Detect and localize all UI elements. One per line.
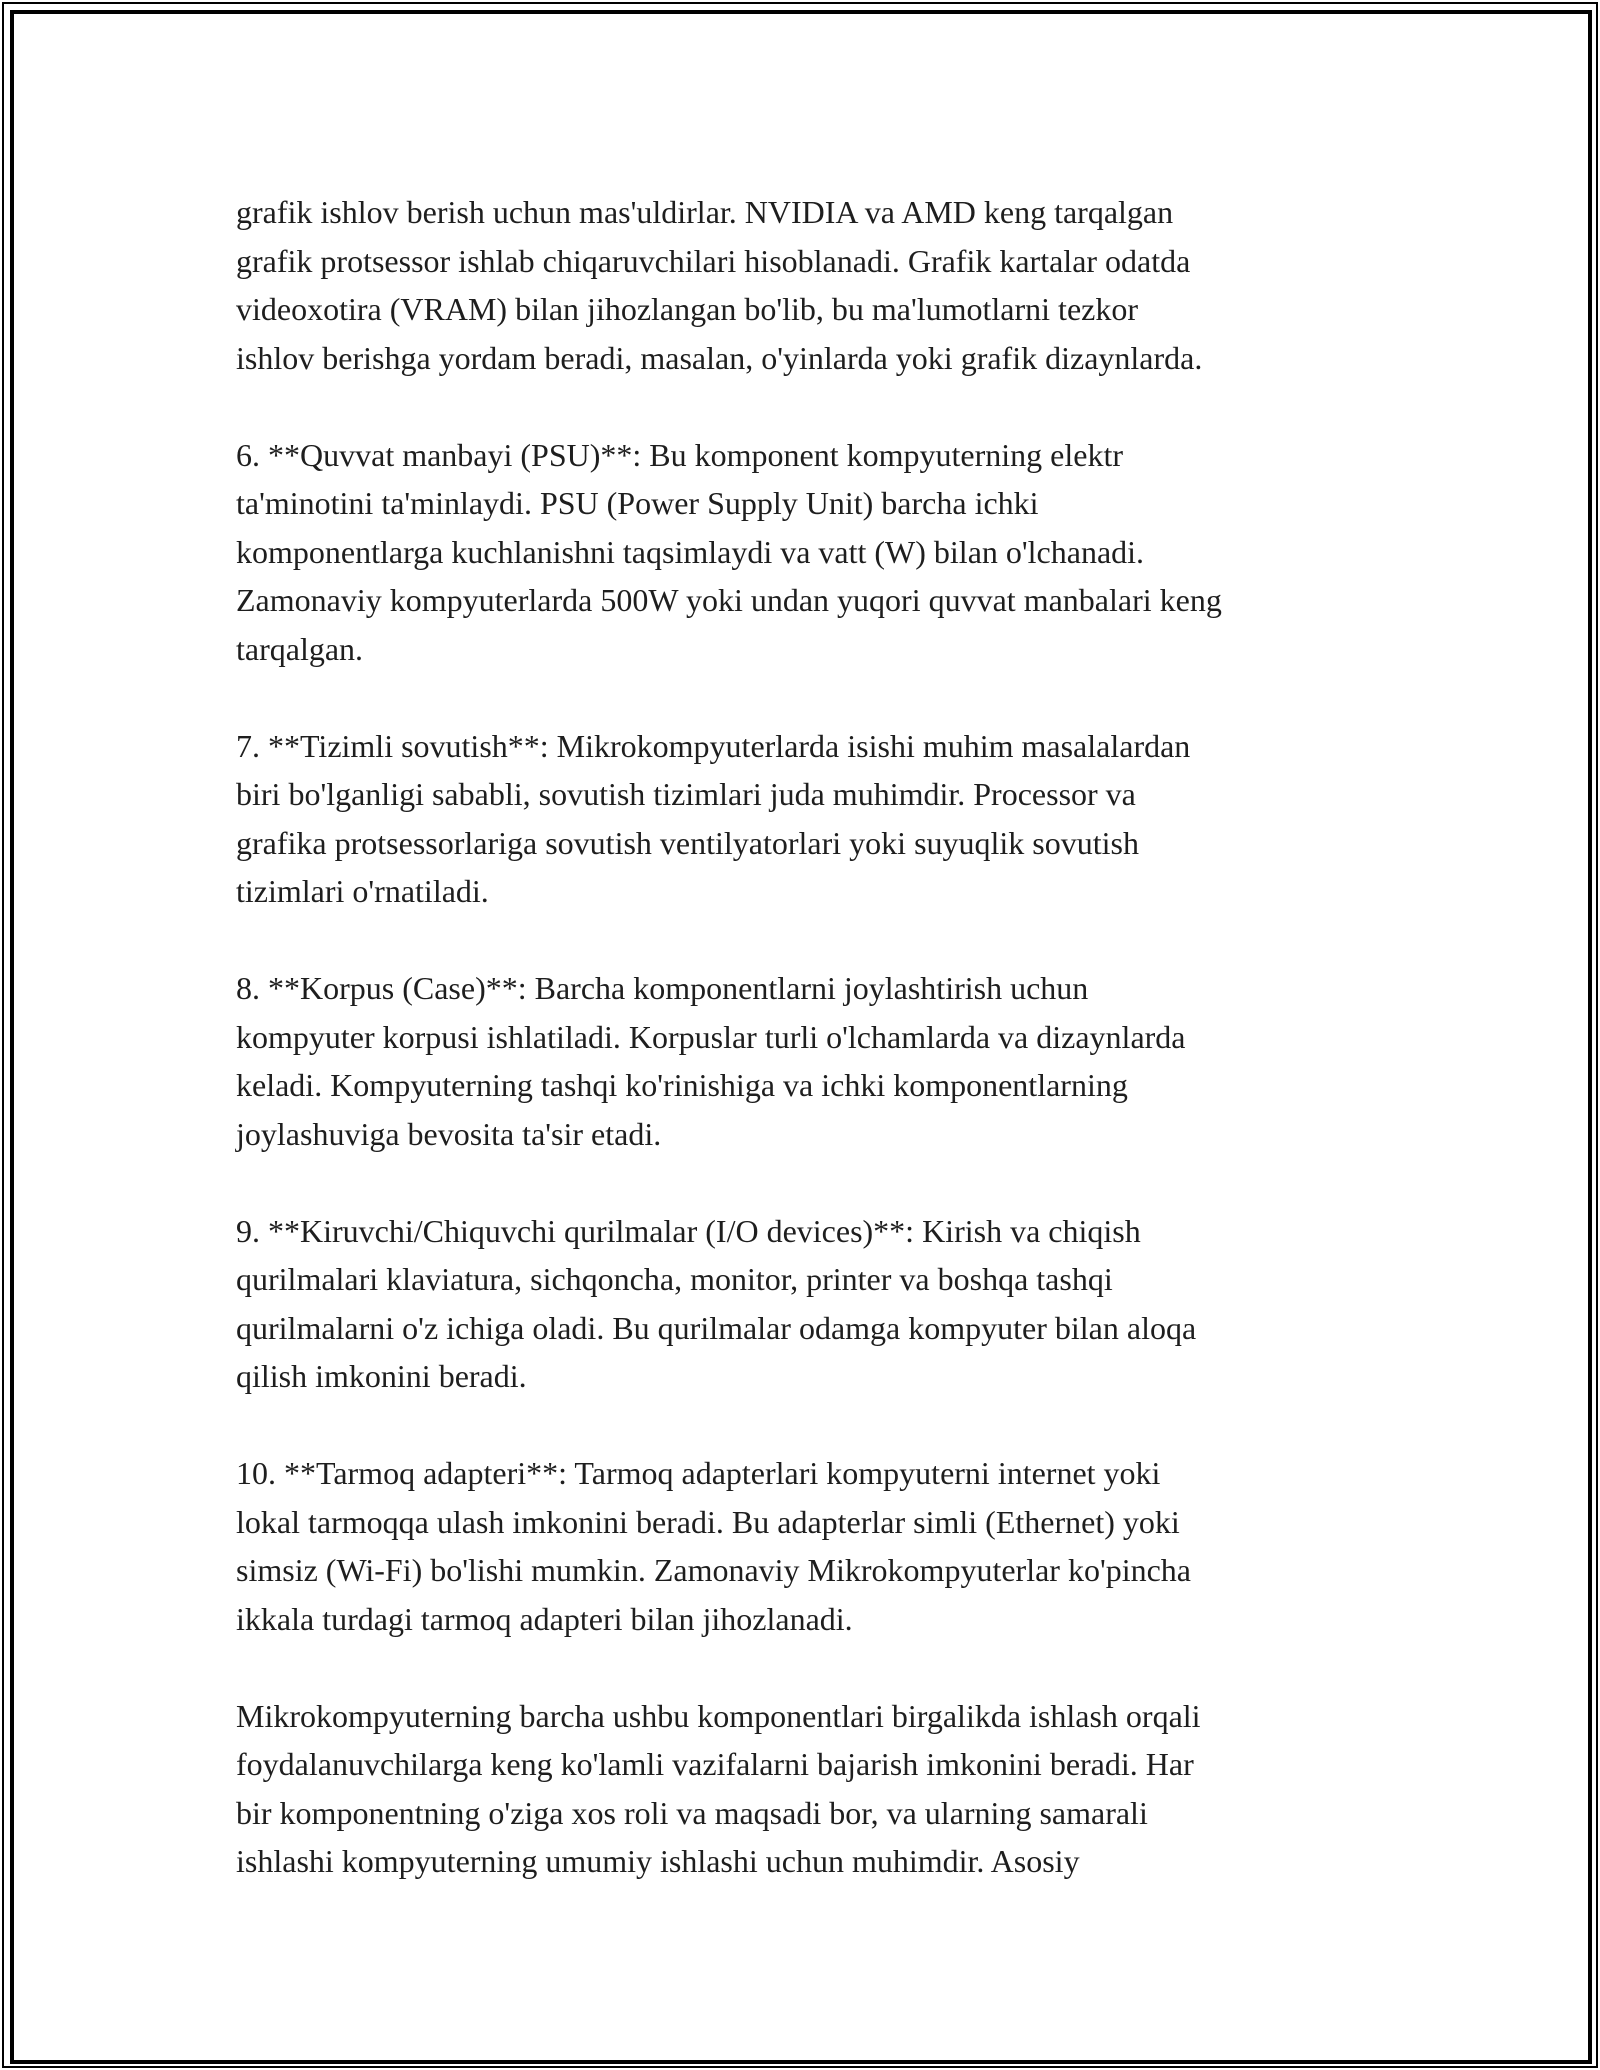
text-line: qurilmalari klaviatura, sichqoncha, monitor, printer va boshqa tashqi bbox=[236, 1261, 1113, 1297]
text-line: joylashuviga bevosita ta'sir etadi. bbox=[236, 1115, 662, 1152]
text-line: ishlov berishga yordam beradi, masalan, o'yinlarda yoki grafik dizaynlarda. bbox=[236, 339, 1203, 376]
document-body bbox=[236, 188, 1386, 1886]
paragraph-case bbox=[236, 964, 1386, 1158]
text-line: videoxotira (VRAM) bilan jihozlangan bo'lib, bu ma'lumotlarni tezkor bbox=[236, 291, 1138, 327]
text-line: 8. **Korpus (Case)**: Barcha komponentlarni joylashtirish uchun bbox=[236, 970, 1089, 1006]
text-line: keladi. Kompyuterning tashqi ko'rinishiga va ichki komponentlarning bbox=[236, 1067, 1128, 1103]
paragraph-conclusion bbox=[236, 1692, 1386, 1886]
paragraph-io-devices bbox=[236, 1207, 1386, 1401]
text-line: Mikrokompyuterning barcha ushbu komponentlari birgalikda ishlash orqali bbox=[236, 1697, 1201, 1734]
text-line: kompyuter korpusi ishlatiladi. Korpuslar turli o'lchamlarda va dizaynlarda bbox=[236, 1018, 1186, 1055]
paragraph-power-supply bbox=[236, 431, 1386, 674]
text-line: foydalanuvchilarga keng ko'lamli vazifalarni bajarish imkonini beradi. Har bbox=[236, 1746, 1194, 1782]
paragraph-graphics-card bbox=[236, 188, 1386, 382]
paragraph-network-adapter bbox=[236, 1449, 1386, 1643]
text-line: biri bo'lganligi sababli, sovutish tizimlari juda muhimdir. Processor va bbox=[236, 776, 1136, 812]
text-line: ishlashi kompyuterning umumiy ishlashi uchun muhimdir. Asosiy bbox=[236, 1843, 1080, 1879]
text-line: ikkala turdagi tarmoq adapteri bilan jihozlanadi. bbox=[236, 1600, 853, 1637]
text-line: 6. **Quvvat manbayi (PSU)**: Bu komponent kompyuterning elektr bbox=[236, 436, 1123, 473]
text-line: qurilmalarni o'z ichiga oladi. Bu qurilmalar odamga kompyuter bilan aloqa bbox=[236, 1309, 1197, 1346]
text-line: 7. **Tizimli sovutish**: Mikrokompyuterlarda isishi muhim masalalardan bbox=[236, 727, 1191, 764]
text-line: lokal tarmoqqa ulash imkonini beradi. Bu adapterlar simli (Ethernet) yoki bbox=[236, 1503, 1180, 1540]
text-line: ta'minotini ta'minlaydi. PSU (Power Supply Unit) barcha ichki bbox=[236, 485, 1039, 521]
text-line: tarqalgan. bbox=[236, 630, 364, 667]
text-line: grafika protsessorlariga sovutish ventilyatorlari yoki suyuqlik sovutish bbox=[236, 824, 1139, 861]
text-line: tizimlari o'rnatiladi. bbox=[236, 873, 489, 909]
text-line: simsiz (Wi-Fi) bo'lishi mumkin. Zamonaviy Mikrokompyuterlar ko'pincha bbox=[236, 1552, 1191, 1588]
text-line: grafik ishlov berish uchun mas'uldirlar. NVIDIA va AMD keng tarqalgan bbox=[236, 194, 1174, 230]
text-line: komponentlarga kuchlanishni taqsimlaydi va vatt (W) bilan o'lchanadi. bbox=[236, 533, 1145, 570]
text-line: bir komponentning o'ziga xos roli va maqsadi bor, va ularning samarali bbox=[236, 1794, 1148, 1831]
text-line: Zamonaviy kompyuterlarda 500W yoki undan yuqori quvvat manbalari keng bbox=[236, 582, 1222, 618]
paragraph-cooling bbox=[236, 722, 1386, 916]
text-line: 9. **Kiruvchi/Chiquvchi qurilmalar (I/O devices)**: Kirish va chiqish bbox=[236, 1212, 1141, 1249]
text-line: qilish imkonini beradi. bbox=[236, 1358, 527, 1394]
text-line: grafik protsessor ishlab chiqaruvchilari hisoblanadi. Grafik kartalar odatda bbox=[236, 242, 1191, 279]
text-line: 10. **Tarmoq adapteri**: Tarmoq adapterlari kompyuterni internet yoki bbox=[236, 1455, 1161, 1491]
